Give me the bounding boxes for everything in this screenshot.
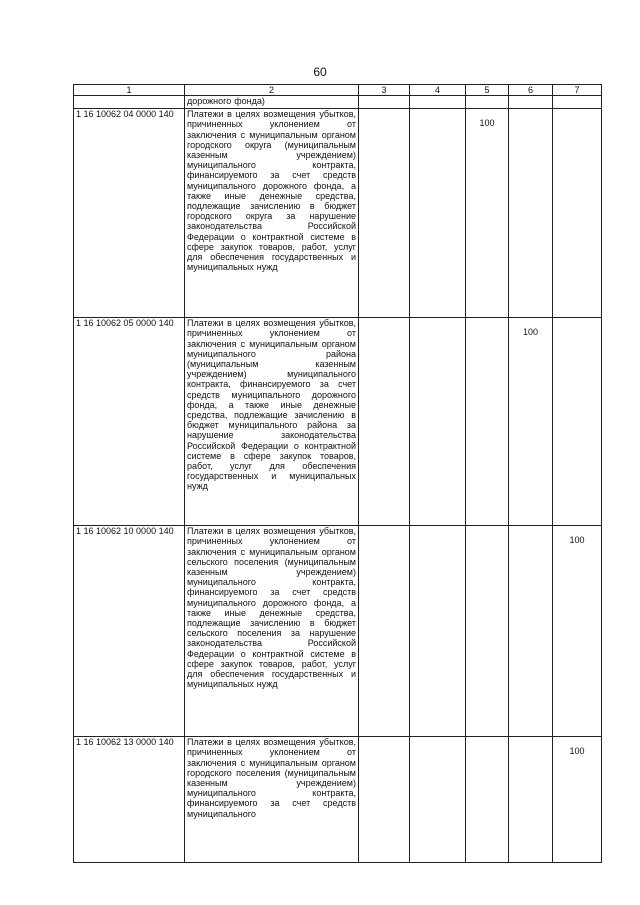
col3-value	[359, 318, 410, 526]
col5-value	[466, 737, 509, 863]
table-row	[74, 109, 602, 318]
col4-value	[410, 526, 466, 737]
col3-value	[359, 737, 410, 863]
empty-cell	[466, 96, 509, 109]
revenue-description: Платежи в целях возмещения убытков, причиненных уклонением от заключения с муниципальным органом муниципального района (муниципальным казенным учреждением) муниципального контракта, финансируемого за счет средств муниципального дорожного фонда, а также иные денежные средства, подлежащие зачислению в бюджет муниципального района за нарушение законодательства Российской Федерации о контрактной системе в сфере закупок товаров, работ, услуг для обеспечения государственных и муниципальных нужд	[185, 318, 359, 526]
empty-cell	[553, 96, 602, 109]
col7-value	[553, 318, 602, 526]
revenue-code: 1 16 10062 05 0000 140	[74, 318, 185, 526]
column-header-7: 7	[553, 85, 602, 96]
col5-value	[466, 526, 509, 737]
col4-value	[410, 109, 466, 318]
column-header-6: 6	[509, 85, 553, 96]
column-header-5: 5	[466, 85, 509, 96]
revenue-distribution-table	[73, 84, 602, 863]
revenue-code: 1 16 10062 10 0000 140	[74, 526, 185, 737]
revenue-description: Платежи в целях возмещения убытков, причиненных уклонением от заключения с муниципальным органом городского округа (муниципальным казенным учреждением) муниципального контракта, финансируемого за счет средств муниципального дорожного фонда, а также иные денежные средства, подлежащие зачислению в бюджет городского округа за нарушение законодательства Российской Федерации о контрактной системе в сфере закупок товаров, работ, услуг для обеспечения государственных и муниципальных нужд	[185, 109, 359, 318]
table-row	[74, 526, 602, 737]
col4-value	[410, 737, 466, 863]
revenue-description: Платежи в целях возмещения убытков, причиненных уклонением от заключения с муниципальным органом сельского поселения (муниципальным казенным учреждением) муниципального контракта, финансируемого за счет средств муниципального дорожного фонда, а также иные денежные средства, подлежащие зачислению в бюджет сельского поселения за нарушение законодательства Российской Федерации о контрактной системе в сфере закупок товаров, работ, услуг для обеспечения государственных и муниципальных нужд	[185, 526, 359, 737]
col4-value	[410, 318, 466, 526]
table-row	[74, 737, 602, 863]
empty-cell	[509, 96, 553, 109]
col7-value: 100	[553, 526, 602, 737]
empty-cell	[359, 96, 410, 109]
col6-value	[509, 737, 553, 863]
col3-value	[359, 109, 410, 318]
continuation-text: дорожного фонда)	[185, 96, 359, 109]
col3-value	[359, 526, 410, 737]
revenue-description: Платежи в целях возмещения убытков, причиненных уклонением от заключения с муниципальным органом городского поселения (муниципальным казенным учреждением) муниципального контракта, финансируемого за счет средств муниципального	[185, 737, 359, 863]
column-header-2: 2	[185, 85, 359, 96]
column-header-4: 4	[410, 85, 466, 96]
empty-cell	[410, 96, 466, 109]
continuation-row	[74, 96, 602, 109]
continuation-code-cell	[74, 96, 185, 109]
col6-value	[509, 109, 553, 318]
page-number: 60	[313, 65, 327, 79]
col5-value: 100	[466, 109, 509, 318]
col7-value: 100	[553, 737, 602, 863]
col5-value	[466, 318, 509, 526]
revenue-code: 1 16 10062 13 0000 140	[74, 737, 185, 863]
table-row	[74, 318, 602, 526]
revenue-code: 1 16 10062 04 0000 140	[74, 109, 185, 318]
col6-value	[509, 526, 553, 737]
col6-value: 100	[509, 318, 553, 526]
column-header-1: 1	[74, 85, 185, 96]
column-number-row	[74, 85, 602, 96]
column-header-3: 3	[359, 85, 410, 96]
col7-value	[553, 109, 602, 318]
